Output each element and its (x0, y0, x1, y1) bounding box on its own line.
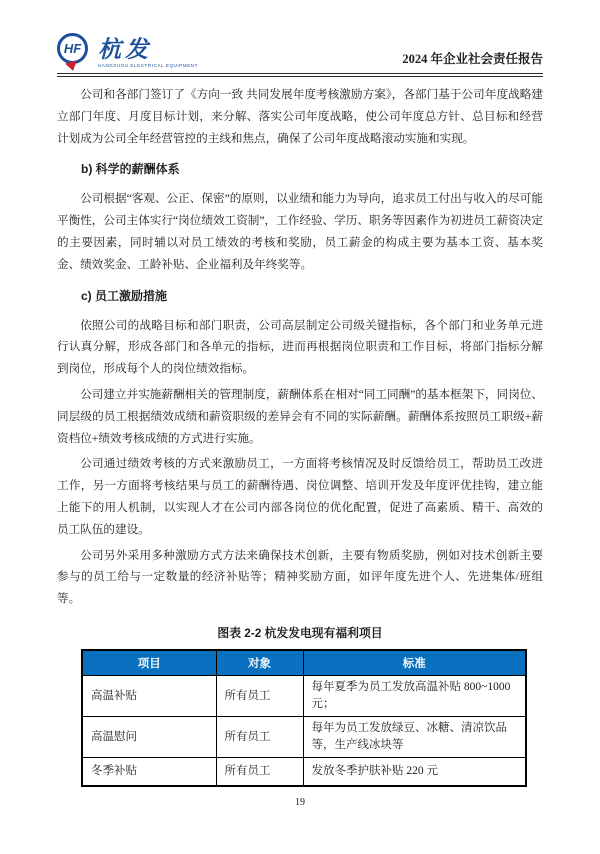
cell-target: 所有员工 (216, 758, 303, 786)
benefits-table (81, 649, 527, 787)
heading-incentives: c) 员工激励措施 (81, 288, 168, 303)
paragraph-pay-structure: 公司建立并实施薪酬相关的管理制度，薪酬体系在相对“同工同酬”的基本框架下，同岗位、同层级的员工根据绩效成绩和薪资职级的差异会有不同的实际薪酬。薪酬体系按照员工职级+薪资档位+绩效考核成绩的方式进行实施。 (57, 387, 543, 445)
column-header-target: 对象 (216, 650, 303, 676)
cell-item: 高温慰问 (82, 717, 216, 758)
cell-standard: 发放冬季护肤补贴 220 元 (303, 758, 526, 786)
table-row (82, 676, 526, 717)
paragraph-intro: 公司和各部门签订了《方向一致 共同发展年度考核激励方案》，各部门基于公司年度战略建立部门年度、月度目标计划，来分解、落实公司年度战略，使公司年度总方针、总目标和经营计划成为公司全年经营管控的主线和焦点，确保了公司年度战略滚动实施和实现。 (57, 88, 543, 145)
cell-standard: 每年为员工发放绿豆、冰糖、清凉饮品等，生产线冰块等 (303, 717, 526, 758)
page-number: 19 (295, 797, 305, 808)
logo-brand-name: 杭发 (98, 37, 152, 62)
table-header-row (82, 650, 526, 676)
paragraph-kpi: 依照公司的战略目标和部门职责，公司高层制定公司级关键指标，各个部门和业务单元进行认真分解，形成各部门和各单元的指标，进而再根据岗位职责和工作目标，将部门指标分解到岗位，形成每个人的岗位绩效指标。 (57, 318, 543, 376)
column-header-standard: 标准 (303, 650, 526, 676)
header-divider (57, 73, 543, 77)
report-title: 2024 年企业社会责任报告 (402, 52, 543, 66)
cell-target: 所有员工 (216, 717, 303, 758)
page-header (57, 0, 543, 71)
cell-standard: 每年夏季为员工发放高温补贴 800~1000 元； (303, 676, 526, 717)
paragraph-salary: 公司根据“客观、公正、保密”的原则，以业绩和能力为导向，追求员工付出与收入的尽可能平衡性，公司主体实行“岗位绩效工资制”，工作经验、学历、职务等因素作为初进员工薪资决定的主要因素，同时辅以对员工绩效的考核和奖励，员工薪金的构成主要为基本工资、基本奖金、绩效奖金、工龄补贴、企业福利及年终奖等。 (57, 192, 543, 271)
cell-item: 高温补贴 (82, 676, 216, 717)
logo-monogram: HF (57, 33, 88, 64)
table-caption: 图表 2-2 杭发发电现有福利项目 (217, 625, 383, 640)
logo-caption: HANGZHOU ELECTRICAL EQUIPMENT (98, 63, 198, 68)
cell-target: 所有员工 (216, 676, 303, 717)
logo-swoosh-icon (65, 61, 79, 73)
cell-item: 冬季补贴 (82, 758, 216, 786)
paragraph-innovation-reward: 公司另外采用多种激励方式方法来确保技术创新，主要有物质奖励，例如对技术创新主要参与的员工给与一定数量的经济补贴等；精神奖励方面，如评年度先进个人、先进集体/班组等。 (57, 548, 543, 606)
table-row (82, 717, 526, 758)
table-row (82, 758, 526, 786)
paragraph-performance: 公司通过绩效考核的方式来激励员工，一方面将考核情况及时反馈给员工，帮助员工改进工作，另一方面将考核结果与员工的薪酬待遇、岗位调整、培训开发及年度评优挂钩，建立能上能下的用人机制，以实现人才在公司内部各岗位的优化配置，促进了高素质、精干、高效的员工队伍的建设。 (57, 457, 543, 536)
logo-mark-icon (57, 33, 91, 71)
logo-text (98, 33, 198, 68)
heading-salary-system: b) 科学的薪酬体系 (81, 162, 180, 177)
company-logo (57, 33, 198, 71)
column-header-item: 项目 (82, 650, 216, 676)
document-body (57, 84, 543, 610)
